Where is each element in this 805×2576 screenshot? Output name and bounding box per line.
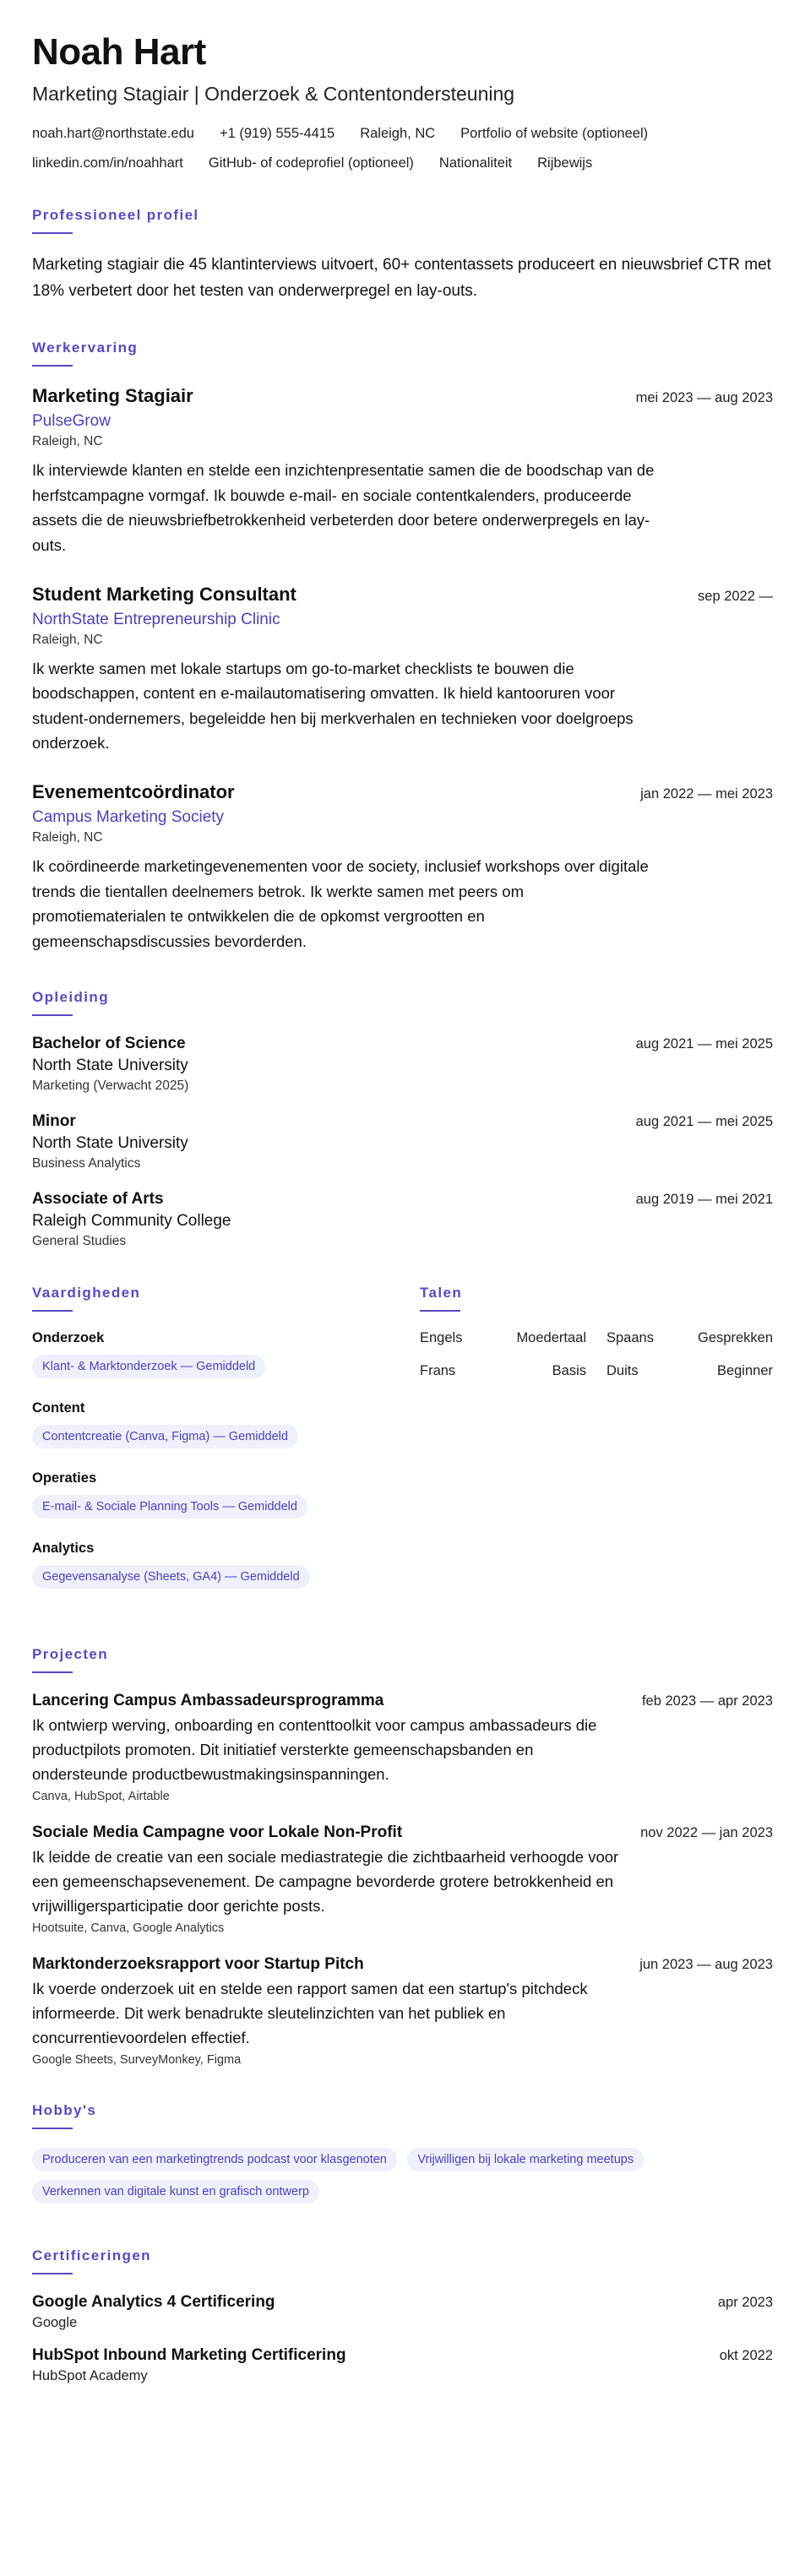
contact-github[interactable]: GitHub- of codeprofiel (optioneel) xyxy=(208,155,414,171)
project-name: Marktonderzoeksrapport voor Startup Pitch xyxy=(32,1955,364,1974)
field-of-study: General Studies xyxy=(32,1234,127,1249)
job-location: Raleigh, NC xyxy=(32,434,103,449)
section-title-profile: Professioneel profiel xyxy=(32,207,199,234)
resume-header xyxy=(32,32,773,171)
contact-row-2 xyxy=(32,155,773,171)
education-item xyxy=(32,1112,773,1171)
school-name: Raleigh Community College xyxy=(32,1212,231,1231)
education-dates: aug 2021 — mei 2025 xyxy=(635,1114,773,1130)
certification-date: okt 2022 xyxy=(719,2348,773,2364)
education-section xyxy=(32,989,773,1249)
job-description: Ik coördineerde marketingevenementen voor de society, inclusief workshops over digitale trends die tientallen deelnemers betrok. Ik werkte samen met peers om promotiematerialen te ontwikkelen die de opkomst vergrootten en gemeenschapsdiscussies bevorderden. xyxy=(32,856,649,950)
job-title: Evenementcoördinator xyxy=(32,780,235,802)
project-dates: jun 2023 — aug 2023 xyxy=(639,1957,773,1973)
hobby-chip: Verkennen van digitale kunst en grafisch ontwerp xyxy=(32,2180,319,2204)
project-tools: Canva, HubSpot, Airtable xyxy=(32,1790,170,1804)
language-level: Moedertaal xyxy=(516,1330,586,1346)
profile-summary: Marketing stagiair die 45 klantinterviews uitvoert, 60+ contentassets produceert en nieuwsbrief CTR met 18% verbetert door het testen van onderwerpregel en lay-outs. xyxy=(32,256,771,300)
job-dates: jan 2022 — mei 2023 xyxy=(640,785,773,802)
skill-category: Operaties xyxy=(32,1470,97,1486)
skills-languages-row xyxy=(32,1285,773,1611)
job-company: PulseGrow xyxy=(32,412,111,431)
project-dates: feb 2023 — apr 2023 xyxy=(641,1693,773,1709)
skill-chip: Klant- & Marktonderzoek — Gemiddeld xyxy=(32,1355,265,1378)
skill-category: Onderzoek xyxy=(32,1330,105,1346)
language-level: Beginner xyxy=(716,1363,773,1379)
job-dates: mei 2023 — aug 2023 xyxy=(635,390,773,406)
project-description: Ik leidde de creatie van een sociale mediastrategie die zichtbaarheid verhoogde voor een gemeenschapsevenement. De campagne bevorderde grotere betrokkenheid en vrijwilligersparticipatie door gerichte posts. xyxy=(32,1848,619,1915)
certification-item xyxy=(32,2346,773,2384)
certification-name: HubSpot Inbound Marketing Certificering xyxy=(32,2346,346,2365)
section-title-education: Opleiding xyxy=(32,989,109,1016)
education-item xyxy=(32,1190,773,1249)
job-title: Student Marketing Consultant xyxy=(32,583,296,605)
certification-issuer: Google xyxy=(32,2315,78,2331)
hobby-chips xyxy=(32,2148,725,2212)
degree-title: Associate of Arts xyxy=(32,1190,164,1209)
experience-item xyxy=(32,385,773,557)
skill-category: Analytics xyxy=(32,1541,95,1557)
language-name: Duits xyxy=(606,1363,639,1379)
project-name: Lancering Campus Ambassadeursprogramma xyxy=(32,1692,384,1710)
project-description: Ik ontwierp werving, onboarding en contenttoolkit voor campus ambassadeurs die productpilots promoten. Dit initiatief versterkte gemeenschapsbanden en ondersteunde productbewustmakingsinspanningen. xyxy=(32,1716,597,1783)
language-item xyxy=(606,1330,773,1346)
contact-row-1 xyxy=(32,126,773,142)
skill-group xyxy=(32,1400,420,1454)
project-item xyxy=(32,1692,773,1803)
hobby-chip: Produceren van een marketingtrends podcast voor klasgenoten xyxy=(32,2148,397,2171)
skill-chip: Gegevensanalyse (Sheets, GA4) — Gemiddeld xyxy=(32,1565,310,1589)
education-item xyxy=(32,1035,773,1094)
job-title: Marketing Stagiair xyxy=(32,385,193,407)
certification-item xyxy=(32,2293,773,2331)
section-title-projects: Projecten xyxy=(32,1646,108,1673)
project-tools: Hootsuite, Canva, Google Analytics xyxy=(32,1921,225,1936)
skills-section xyxy=(32,1285,420,1611)
job-description: Ik interviewde klanten en stelde een inzichtenpresentatie samen die de boodschap van de herfstcampagne vormgaf. Ik bouwde e-mail- en sociale contentkalenders, produceerde assets die de nieuwsbriefbetrokkenheid verbeterden door betere onderwerpregels en lay-outs. xyxy=(32,461,655,554)
languages-section xyxy=(420,1285,773,1611)
skill-category: Content xyxy=(32,1400,85,1416)
section-title-skills: Vaardigheden xyxy=(32,1285,140,1312)
section-title-experience: Werkervaring xyxy=(32,340,138,367)
profile-section xyxy=(32,207,773,304)
skill-chip: E-mail- & Sociale Planning Tools — Gemiddeld xyxy=(32,1495,307,1519)
project-item xyxy=(32,1823,773,1935)
hobbies-section xyxy=(32,2102,773,2212)
project-dates: nov 2022 — jan 2023 xyxy=(640,1825,773,1841)
language-name: Spaans xyxy=(606,1330,654,1346)
language-grid xyxy=(420,1330,773,1379)
degree-title: Bachelor of Science xyxy=(32,1035,186,1053)
job-company: Campus Marketing Society xyxy=(32,807,225,826)
contact-nationality: Nationaliteit xyxy=(438,155,513,171)
section-title-languages: Talen xyxy=(420,1285,462,1312)
job-location: Raleigh, NC xyxy=(32,632,103,647)
degree-title: Minor xyxy=(32,1112,76,1131)
experience-item xyxy=(32,584,773,756)
language-name: Frans xyxy=(420,1363,456,1379)
project-name: Sociale Media Campagne voor Lokale Non-Profit xyxy=(32,1823,403,1842)
candidate-name: Noah Hart xyxy=(32,31,206,73)
language-name: Engels xyxy=(420,1330,463,1346)
section-title-hobbies: Hobby's xyxy=(32,2102,96,2129)
language-level: Basis xyxy=(552,1363,586,1379)
skill-group xyxy=(32,1541,420,1594)
job-company: NorthState Entrepreneurship Clinic xyxy=(32,610,280,628)
language-item xyxy=(420,1363,586,1379)
contact-phone[interactable]: +1 (919) 555-4415 xyxy=(219,126,335,142)
language-item xyxy=(420,1330,586,1346)
project-item xyxy=(32,1955,773,2067)
school-name: North State University xyxy=(32,1134,188,1153)
section-title-certifications: Certificeringen xyxy=(32,2247,151,2274)
skill-group xyxy=(32,1330,420,1383)
skill-group xyxy=(32,1470,420,1524)
field-of-study: Business Analytics xyxy=(32,1156,141,1171)
certification-date: apr 2023 xyxy=(717,2295,773,2311)
hobby-chip: Vrijwilligen bij lokale marketing meetups xyxy=(407,2148,644,2171)
contact-email[interactable]: noah.hart@northstate.edu xyxy=(32,126,194,142)
contact-location: Raleigh, NC xyxy=(360,126,436,142)
language-item xyxy=(606,1363,773,1379)
project-description: Ik voerde onderzoek uit en stelde een rapport samen dat een startup's pitchdeck informeerde. Dit werk benadrukte sleutelinzichten van het publiek en concurrentievoordelen effectief. xyxy=(32,1980,588,2046)
certification-issuer: HubSpot Academy xyxy=(32,2368,148,2384)
experience-section xyxy=(32,340,773,954)
job-location: Raleigh, NC xyxy=(32,829,103,845)
language-level: Gesprekken xyxy=(698,1330,773,1346)
projects-section xyxy=(32,1646,773,2067)
project-tools: Google Sheets, SurveyMonkey, Figma xyxy=(32,2053,242,2068)
contact-license: Rijbewijs xyxy=(537,155,593,171)
field-of-study: Marketing (Verwacht 2025) xyxy=(32,1079,189,1094)
certifications-section xyxy=(32,2247,773,2384)
experience-item xyxy=(32,781,773,954)
education-dates: aug 2019 — mei 2021 xyxy=(635,1192,773,1208)
job-description: Ik werkte samen met lokale startups om go-to-market checklists te bouwen die boodschappen, content en e-mailautomatisering omvatten. Ik hield kantooruren voor student-ondernemers, begeleidde hen bij merkverhalen en technieken voor doelgroeps onderzoek. xyxy=(32,659,634,753)
job-dates: sep 2022 — xyxy=(698,588,773,604)
certification-name: Google Analytics 4 Certificering xyxy=(32,2293,275,2312)
skill-chip: Contentcreatie (Canva, Figma) — Gemiddeld xyxy=(32,1425,298,1448)
education-dates: aug 2021 — mei 2025 xyxy=(635,1036,773,1052)
contact-portfolio[interactable]: Portfolio of website (optioneel) xyxy=(460,126,649,142)
school-name: North State University xyxy=(32,1057,188,1075)
contact-linkedin[interactable]: linkedin.com/in/noahhart xyxy=(32,155,183,171)
headline: Marketing Stagiair | Onderzoek & Contentondersteuning xyxy=(32,83,515,106)
